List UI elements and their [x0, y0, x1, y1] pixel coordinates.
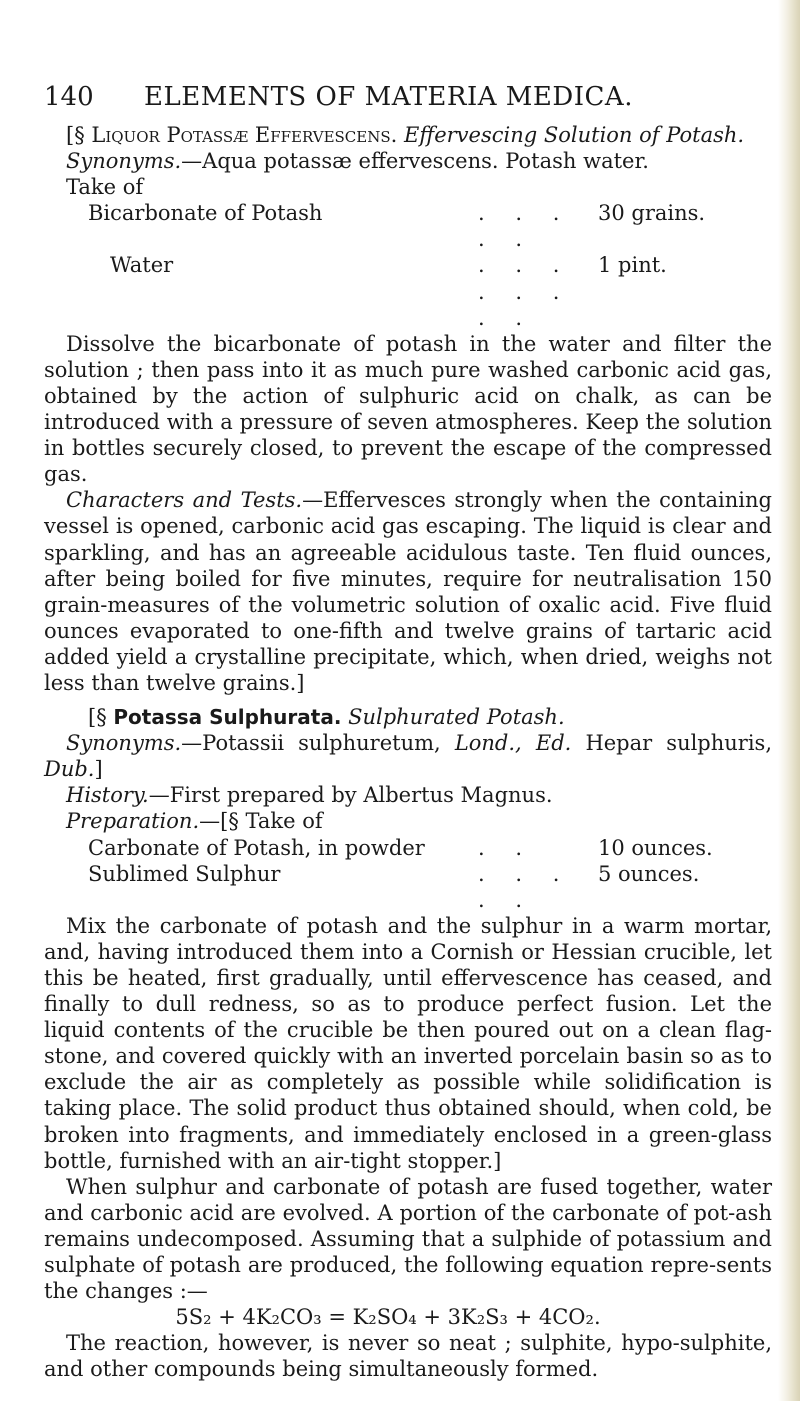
liquor-characters: [44, 487, 772, 696]
page-header: [44, 56, 772, 112]
synonyms-text: —Aqua potassæ effervescens. Potash water.: [181, 149, 649, 174]
ingredient-row: [44, 252, 772, 330]
liquor-heading: [44, 122, 772, 148]
ingredient-name: Bicarbonate of Potash: [88, 201, 323, 226]
potassa-closing: The reaction, however, is never so neat ; sulphite, hypo-sulphite, and other compounds being simultaneously formed.: [44, 1331, 772, 1382]
potassa-name: Potassa Sulphurata.: [113, 705, 342, 730]
ingredient-quantity: 30 grains.: [598, 201, 706, 226]
section-mark: [§: [66, 123, 85, 147]
leader-dots: . . . . .: [478, 201, 572, 252]
bracket-close: ]: [94, 757, 103, 782]
leader-dots: . . . . .: [478, 861, 572, 912]
potassa-reaction: When sulphur and carbonate of potash are fused together, water and carbonic acid are evolved. A portion of the carbonate of pot-ash remains undecomposed. Assuming that a sulphide of potassium and sulphate of potash are produced, the following equation repre-sents the changes :—: [44, 1174, 772, 1304]
book-page: [44, 56, 772, 1383]
abbr-dub: Dub.: [44, 757, 95, 782]
potassa-method: Mix the carbonate of potash and the sulphur in a warm mortar, and, having introduced them into a Cornish or Hessian crucible, let this be heated, first gradually, until effervescence has ceased, and finally to dull redness, so as to produce perfect fusion. Let the liquid contents of the crucible be then poured out on a clean flag-stone, and covered quickly with an inverted porcelain basin so as to exclude the air as completely as possible while solidification is taking place. The solid product thus obtained should, when cold, be broken into fragments, and immediately enclosed in a green-glass bottle, furnished with an air-tight stopper.]: [44, 913, 772, 1173]
history-text: —First prepared by Albertus Magnus.: [148, 783, 553, 808]
leader-dots: . .: [478, 835, 535, 860]
characters-text: —Effervesces strongly when the containing vessel is opened, carbonic acid gas escaping. The liquid is clear and sparkling, and has an agreeable acidulous taste. Ten fluid ounces, after being boiled for five minutes, require for neutralisation 150 grain-measures of the volumetric solution of oxalic acid. Five fluid ounces evaporated to one-fifth and twelve grains of tartaric acid added yield a crystalline precipitate, which, when dried, weighs not less than twelve grains.]: [44, 488, 772, 695]
leader-dots: . . . . . . . .: [478, 253, 572, 330]
running-title: ELEMENTS OF MATERIA MEDICA.: [144, 82, 633, 112]
ingredient-quantity: 10 ounces.: [598, 835, 713, 860]
potassa-heading: [44, 704, 772, 730]
synonyms-text: Hepar sulphuris,: [585, 731, 773, 756]
synonyms-label: Synonyms.: [66, 149, 182, 174]
abbr-lond: Lond.,: [454, 731, 522, 756]
abbr-ed: Ed.: [535, 731, 572, 756]
liquor-directions: Dissolve the bicarbonate of potash in the water and filter the solution ; then pass into it as much pure washed carbonic acid gas, obtained by the action of sulphuric acid on chalk, as can be introduced with a pressure of seven atmospheres. Keep the solution in bottles securely closed, to prevent the escape of the compressed gas.: [44, 331, 772, 487]
chemical-equation: 5S₂ + 4K₂CO₃ = K₂SO₄ + 3K₂S₃ + 4CO₂.: [175, 1305, 601, 1330]
ingredient-quantity: 1 pint.: [598, 253, 667, 278]
ingredient-quantity: 5 ounces.: [598, 861, 700, 886]
take-of: Take of: [66, 175, 144, 200]
potassa-history: [44, 782, 772, 808]
section-mark: [§: [88, 705, 107, 730]
potassa-synonyms: [44, 730, 772, 782]
preparation-text: —[§ Take of: [199, 809, 323, 834]
potassa-title: Sulphurated Potash.: [348, 705, 565, 730]
liquor-title: Effervescing Solution of Potash.: [404, 123, 745, 147]
synonyms-text: —Potassii sulphuretum,: [181, 731, 441, 756]
ingredient-row: [44, 861, 772, 913]
liquor-synonyms: [44, 148, 772, 174]
characters-label: Characters and Tests.: [66, 488, 303, 513]
page-number: 140: [44, 82, 94, 112]
ingredient-row: [44, 200, 772, 252]
ingredient-name: Carbonate of Potash, in powder: [88, 835, 425, 860]
synonyms-label: Synonyms.: [66, 731, 182, 756]
preparation-label: Preparation.: [66, 809, 200, 834]
potassa-preparation: [44, 808, 772, 834]
page-edge-shadow: [778, 0, 800, 1401]
history-label: History.: [66, 783, 149, 808]
ingredient-name: Water: [110, 253, 174, 278]
ingredient-name: Sublimed Sulphur: [88, 861, 281, 886]
liquor-name: Liquor Potassæ Effervescens.: [91, 123, 398, 147]
ingredient-row: [44, 835, 772, 861]
